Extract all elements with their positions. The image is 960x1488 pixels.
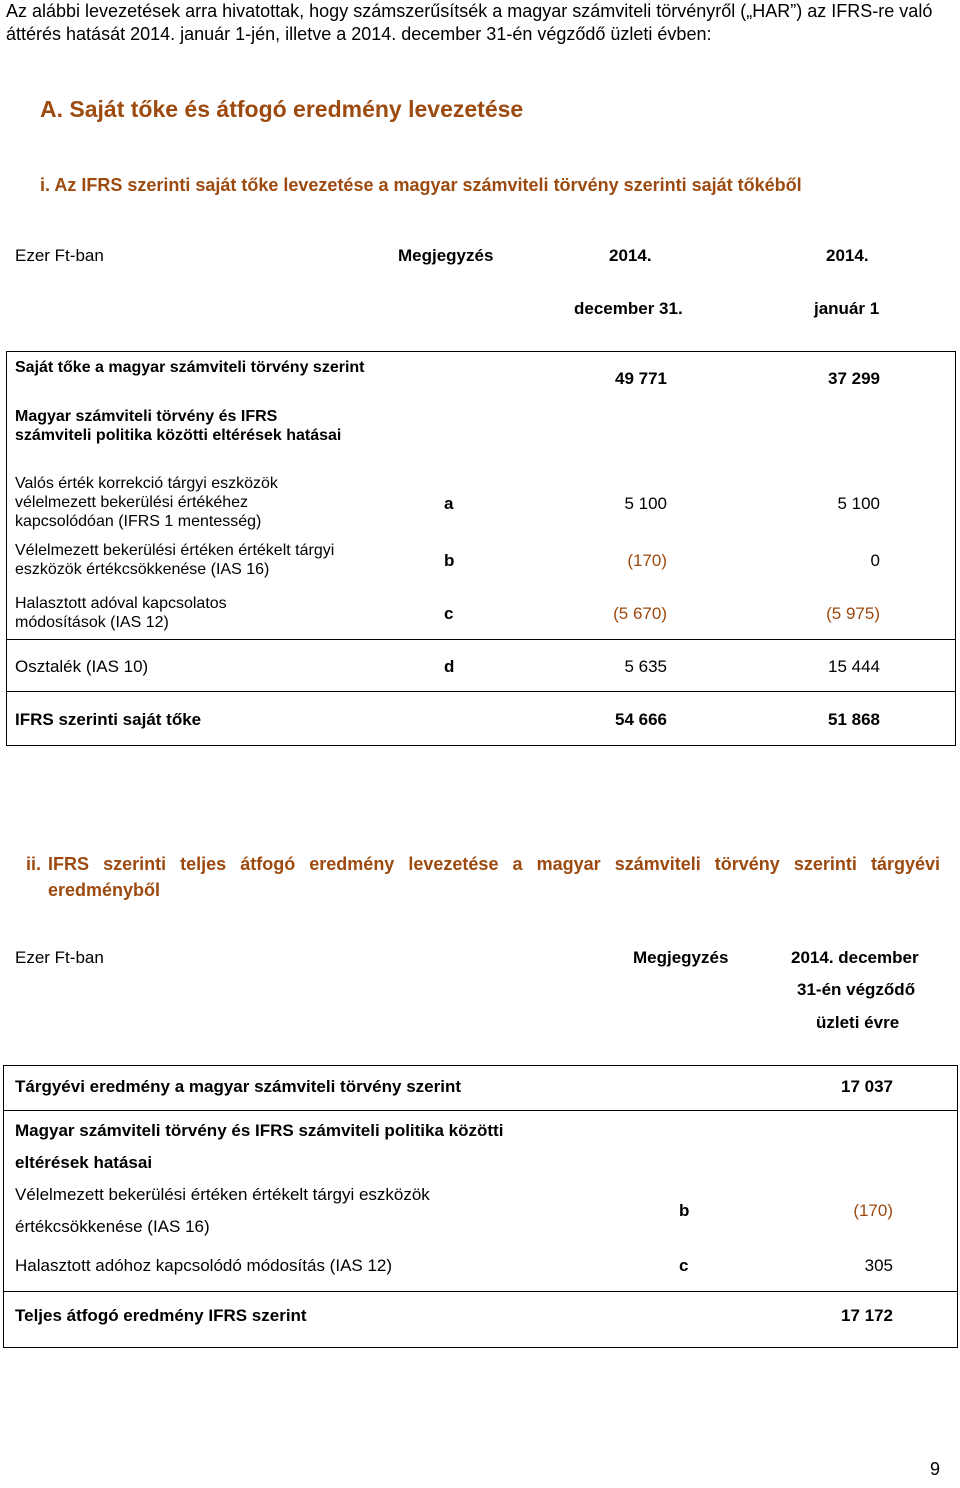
table2-row-value: 305 — [864, 1256, 893, 1275]
table2-row-note: c — [679, 1256, 689, 1275]
table1-right-border — [955, 351, 956, 746]
section-ii-number: ii. — [26, 854, 42, 874]
table2-row-divider — [3, 1291, 958, 1292]
table2-row-label-line2: értékcsökkenése (IAS 16) — [15, 1217, 210, 1236]
page-number: 9 — [929, 1459, 940, 1479]
table1-col2-year: 2014. — [826, 246, 869, 265]
table2-bottom-border — [3, 1347, 958, 1348]
table1-col1-date: december 31. — [574, 299, 683, 318]
table1-row-value-jan: (5 975) — [826, 604, 880, 623]
section-a-heading: A. Saját tőke és átfogó eredmény levezetése — [40, 96, 524, 122]
intro-paragraph: Az alábbi levezetések arra hivatottak, hogy számszerűsítsék a magyar számviteli törvényről („HAR”) az IFRS-re való áttérés hatását 2014. január 1-jén, illetve a 2014. december 31-én végződő üzleti évben: — [6, 1, 933, 44]
table1-row-note: b — [444, 551, 455, 570]
table1-row-value-dec: 5 100 — [624, 494, 667, 513]
table1-row-label: Osztalék (IAS 10) — [15, 657, 149, 676]
table1-row-note: a — [444, 494, 454, 513]
table1-row-label: Halasztott adóval kapcsolatos módosítások (IAS 12) — [15, 595, 227, 631]
table2-row-value: (170) — [853, 1201, 893, 1220]
table1-row-value-jan: 0 — [870, 551, 880, 570]
table2-row-label: Halasztott adóhoz kapcsolódó módosítás (IAS 12) — [15, 1256, 393, 1275]
table1-row-divider — [6, 639, 956, 640]
section-i-heading: i. Az IFRS szerinti saját tőke levezetése a magyar számviteli törvény szerinti saját tőkéből — [40, 175, 802, 195]
table2-left-border — [3, 1065, 4, 1348]
table1-note-header: Megjegyzés — [398, 246, 494, 265]
table2-right-border — [957, 1065, 958, 1348]
table2-row-label-line1: Magyar számviteli törvény és IFRS számviteli politika közötti — [15, 1121, 504, 1140]
table2-col-header-line3: üzleti évre — [816, 1013, 900, 1032]
table2-unit: Ezer Ft-ban — [15, 948, 104, 967]
table2-col-header-line1: 2014. december — [791, 948, 919, 967]
table1-col1-year: 2014. — [609, 246, 652, 265]
table1-bottom-border — [6, 745, 956, 746]
table1-row-value-jan: 15 444 — [828, 657, 880, 676]
table1-row-value-dec: 49 771 — [615, 369, 667, 388]
table1-row-value-dec: (5 670) — [613, 604, 667, 623]
table1-row-value-jan: 5 100 — [837, 494, 880, 513]
table2-note-header: Megjegyzés — [633, 948, 729, 967]
table1-total-value-dec: 54 666 — [615, 710, 667, 729]
table1-row-note: c — [444, 604, 454, 623]
table1-row-value-jan: 37 299 — [828, 369, 880, 388]
table1-row-divider — [6, 691, 956, 692]
table2-col-header-line2: 31-én végződő — [797, 980, 916, 999]
table2-top-border — [3, 1065, 958, 1066]
section-ii-title: IFRS szerinti teljes átfogó eredmény levezetése a magyar számviteli törvény szerinti tárgyévi eredményből — [48, 854, 940, 900]
table1-top-border — [6, 351, 956, 352]
table1-row-note: d — [444, 657, 455, 676]
table1-total-label: IFRS szerinti saját tőke — [15, 710, 202, 729]
table2-row-label: Tárgyévi eredmény a magyar számviteli törvény szerint — [15, 1077, 461, 1096]
table2-total-value: 17 172 — [841, 1306, 893, 1325]
table2-row-label-line1: Vélelmezett bekerülési értéken értékelt tárgyi eszközök — [15, 1185, 430, 1204]
table1-unit: Ezer Ft-ban — [15, 246, 104, 265]
table1-row-value-dec: 5 635 — [624, 657, 667, 676]
table1-row-label: Saját tőke a magyar számviteli törvény szerint — [15, 359, 365, 376]
table2-row-divider — [3, 1110, 958, 1111]
table1-total-value-jan: 51 868 — [828, 710, 880, 729]
table1-row-label: Vélelmezett bekerülési értéken értékelt tárgyi eszközök értékcsökkenése (IAS 16) — [15, 542, 335, 578]
table1-row-label: Magyar számviteli törvény és IFRS számviteli politika közötti eltérések hatásai — [15, 408, 342, 444]
table2-row-label-line2: eltérések hatásai — [15, 1153, 153, 1172]
table2-total-label: Teljes átfogó eredmény IFRS szerint — [15, 1306, 307, 1325]
table2-row-note: b — [679, 1201, 690, 1220]
table2-row-value: 17 037 — [841, 1077, 893, 1096]
table1-row-label: Valós érték korrekció tárgyi eszközök vélelmezett bekerülési értékéhez kapcsolódóan (IFRS 1 mentesség) — [15, 475, 278, 530]
table1-left-border — [6, 351, 7, 746]
table1-row-value-dec: (170) — [627, 551, 667, 570]
table1-col2-date: január 1 — [814, 299, 880, 318]
